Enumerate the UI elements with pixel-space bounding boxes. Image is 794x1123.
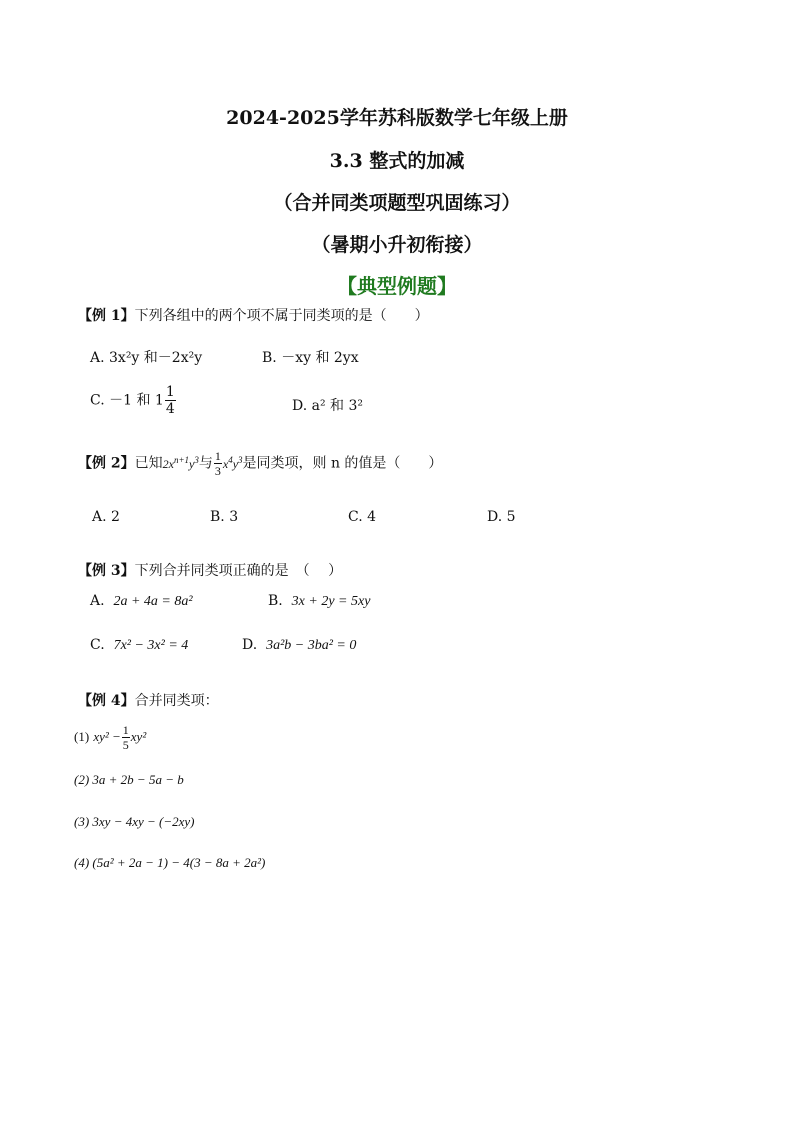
- question-2-text-pre: 已知: [134, 455, 163, 472]
- question-1-option-c: [90, 385, 177, 416]
- part-1-expr-b: xy²: [130, 729, 147, 744]
- option-b-expression: 3x + 2y = 5xy: [291, 594, 371, 609]
- term-1-exponent: n+1: [173, 454, 190, 465]
- term-2-y: y: [232, 456, 239, 471]
- question-1-option-a: A. 3x²y 和－2x²y: [90, 350, 203, 366]
- question-2-text-mid: 与: [198, 455, 213, 472]
- question-2-label: 【例 2】: [78, 455, 135, 472]
- question-3-text: 下列合并同类项正确的是 （ ）: [134, 563, 343, 579]
- option-c-prefix: C.: [90, 637, 105, 653]
- question-3: [78, 560, 342, 580]
- term-1: [162, 454, 199, 471]
- section-title: 【典型例题】: [337, 274, 457, 298]
- option-b-prefix: B.: [268, 593, 283, 609]
- question-2-option-a: A. 2: [92, 509, 120, 525]
- doc-title-line3: （合并同类项题型巩固练习）: [273, 192, 521, 214]
- fraction-one-third: [214, 450, 222, 477]
- question-3-option-c: [90, 637, 188, 654]
- fraction-denominator: 3: [214, 464, 221, 478]
- term-2-base: x: [222, 456, 229, 471]
- question-2-text-post: 是同类项，则 n 的值是（ ）: [242, 455, 443, 472]
- question-4-part-4: (4) (5a² + 2a − 1) − 4(3 − 8a + 2a²): [74, 855, 266, 870]
- fraction-numerator: 1: [165, 384, 175, 400]
- question-2-option-c: C. 4: [348, 509, 377, 525]
- term-1-base: 2x: [162, 456, 174, 471]
- question-4-part-2: (2) 3a + 2b − 5a − b: [74, 772, 184, 787]
- question-1: [78, 305, 429, 325]
- question-3-option-b: [268, 593, 370, 610]
- term-2-exponent: 4: [228, 454, 233, 465]
- question-1-option-c-text: C. －1 和 1: [90, 392, 164, 409]
- option-d-prefix: D.: [242, 637, 258, 653]
- part-1-label: (1): [74, 729, 90, 744]
- question-1-option-b: B. －xy 和 2yx: [262, 350, 359, 366]
- term-1-y: y: [189, 456, 195, 471]
- term-2: [222, 454, 243, 471]
- question-4-text: 合并同类项：: [134, 693, 219, 709]
- question-3-option-d: [242, 637, 356, 654]
- question-4-part-1: [74, 724, 146, 751]
- option-c-expression: 7x² − 3x² = 4: [113, 638, 189, 653]
- doc-title-line4: （暑期小升初衔接）: [311, 234, 483, 256]
- question-4-part-3: (3) 3xy − 4xy − (−2xy): [74, 814, 195, 829]
- term-2-y-exponent: 3: [238, 454, 243, 465]
- fraction-denominator: 5: [122, 738, 129, 752]
- question-1-text: 下列各组中的两个项不属于同类项的是（ ）: [134, 308, 429, 324]
- option-d-expression: 3a²b − 3ba² = 0: [266, 638, 357, 653]
- question-4: [78, 690, 219, 710]
- fraction-numerator: 1: [214, 449, 221, 463]
- option-a-expression: 2a + 4a = 8a²: [113, 594, 193, 609]
- fraction-numerator: 1: [122, 723, 129, 737]
- question-2-option-b: B. 3: [210, 509, 239, 525]
- option-a-prefix: A.: [90, 593, 105, 609]
- question-4-label: 【例 4】: [78, 693, 135, 709]
- question-1-label: 【例 1】: [78, 308, 135, 324]
- fraction-one-fifth: [122, 724, 130, 751]
- question-2: [78, 450, 442, 477]
- part-1-expr-a: xy² −: [93, 729, 121, 744]
- question-3-label: 【例 3】: [78, 563, 135, 579]
- mixed-fraction: [165, 385, 176, 416]
- question-3-option-a: [90, 593, 193, 610]
- question-2-option-d: D. 5: [487, 509, 516, 525]
- doc-title-line1: 2024-2025学年苏科版数学七年级上册: [226, 107, 568, 129]
- term-1-y-exponent: 3: [194, 454, 199, 465]
- doc-title-line2: 3.3 整式的加减: [329, 150, 465, 172]
- fraction-denominator: 4: [165, 401, 175, 417]
- question-1-option-d: D. a² 和 3²: [292, 398, 364, 414]
